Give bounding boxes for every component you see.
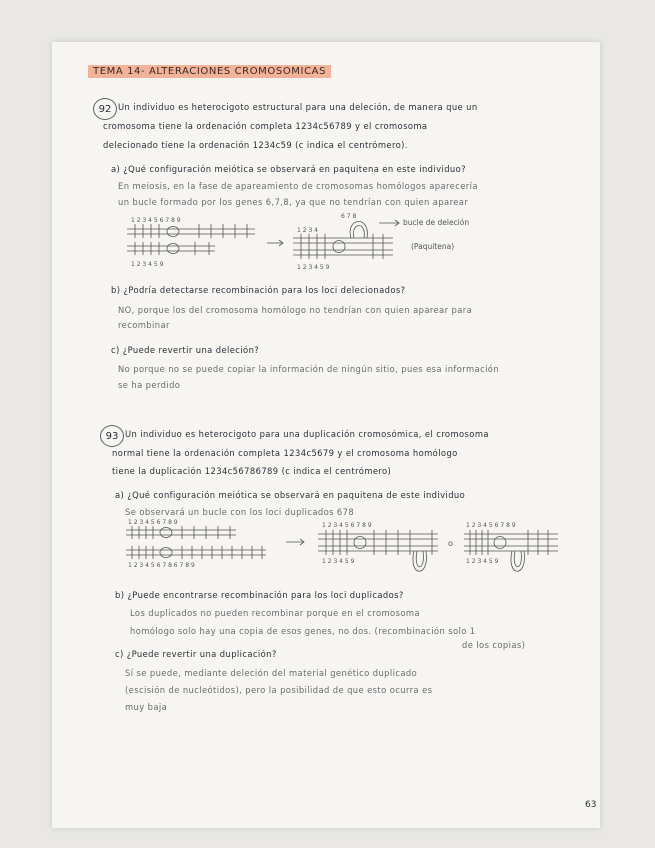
deletion-top-genes-label: 1 2 3 4 5 6 7 8 9 — [131, 217, 181, 224]
q92-a-answer-line-2: un bucle formado por los genes 6,7,8, ya que no tendrían con quien aparear — [118, 197, 469, 207]
q93-c-answer-line-1: Sí se puede, mediante deleción del material genético duplicado — [125, 668, 418, 678]
q92-stem-line-1: Un individuo es heterocigoto estructural para una deleción, de manera que un — [118, 102, 478, 112]
q93-b-answer-line-1: Los duplicados no pueden recombinar porque en el cromosoma — [130, 608, 420, 618]
dup-mid-top-genes-label: 1 2 3 4 5 6 7 8 9 — [322, 522, 372, 529]
deletion-loop-label: bucle de deleción — [403, 218, 470, 227]
q92-stem-line-2: cromosoma tiene la ordenación completa 1234c56789 y el cromosoma — [103, 121, 428, 131]
question-number-92: 92 — [93, 98, 117, 120]
q93-a-answer: Se observará un bucle con los loci duplicados 678 — [125, 507, 355, 517]
paired-bottom-genes-label: 1 2 3 4 5 9 — [297, 264, 330, 271]
q93-b-answer-line-2: homólogo solo hay una copia de esos genes, no dos. (recombinación solo 1 — [130, 626, 476, 636]
q93-a-question: a) ¿Qué configuración meiótica se observará en paquitena de este individuo — [115, 490, 466, 500]
q92-c-answer-line-2: se ha perdido — [118, 380, 181, 390]
q93-c-question: c) ¿Puede revertir una duplicación? — [115, 649, 277, 659]
q92-c-answer-line-1: No porque no se puede copiar la información de ningún sitio, pues esa información — [118, 364, 500, 374]
page-title: TEMA 14- ALTERACIONES CROMOSOMICAS — [88, 65, 331, 78]
q93-c-answer-line-2: (escisión de nucleótidos), pero la posibilidad de que esto ocurra es — [125, 685, 433, 695]
q92-b-question: b) ¿Podría detectarse recombinación para los loci delecionados? — [111, 285, 406, 295]
dup-right-top-genes-label: 1 2 3 4 5 6 7 8 9 — [466, 522, 516, 529]
dup-right-bottom-genes-label: 1 2 3 4 5 9 — [466, 558, 499, 565]
dup-mid-bottom-genes-label: 1 2 3 4 5 9 — [322, 558, 355, 565]
q93-c-answer-line-3: muy baja — [125, 702, 168, 712]
question-number-93: 93 — [100, 425, 124, 447]
q93-stem-line-3: tiene la duplicación 1234c56786789 (c indica el centrómero) — [112, 466, 392, 476]
dup-top-genes-label: 1 2 3 4 5 6 7 8 9 — [128, 519, 178, 526]
q92-stem-line-3: delecionado tiene la ordenación 1234c59 (c indica el centrómero). — [103, 140, 408, 150]
q92-b-answer-line-2: recombinar — [118, 320, 170, 330]
q92-b-answer-line-1: NO, porque los del cromosoma homólogo no tendrían con quien aparear para — [118, 305, 473, 315]
paired-top-genes-label: 1 2 3 4 — [297, 227, 318, 234]
q92-a-question: a) ¿Qué configuración meiótica se observará en paquitena en este individuo? — [111, 164, 466, 174]
pachytene-label: (Paquitena) — [411, 242, 455, 251]
q93-b-question: b) ¿Puede encontrarse recombinación para los loci duplicados? — [115, 590, 404, 600]
deletion-pairing-diagram — [115, 213, 515, 275]
q92-c-question: c) ¿Puede revertir una deleción? — [111, 345, 260, 355]
page-number: 63 — [585, 800, 597, 810]
q92-a-answer-line-1: En meiosis, en la fase de apareamiento de cromosomas homólogos aparecería — [118, 181, 478, 191]
loop-genes-label: 6 7 8 — [341, 213, 357, 220]
q93-stem-line-1: Un individuo es heterocigoto para una duplicación cromosómica, el cromosoma — [125, 429, 489, 439]
q93-b-answer-line-3: de los copias) — [462, 640, 526, 650]
dup-bottom-genes-label: 1 2 3 4 5 6 7 8 6 7 8 9 — [128, 562, 195, 569]
deletion-bottom-genes-label: 1 2 3 4 5 9 — [131, 261, 164, 268]
or-sign: o — [448, 539, 453, 548]
duplication-pairing-diagram — [118, 518, 568, 584]
q93-stem-line-2: normal tiene la ordenación completa 1234c5679 y el cromosoma homólogo — [112, 448, 458, 458]
